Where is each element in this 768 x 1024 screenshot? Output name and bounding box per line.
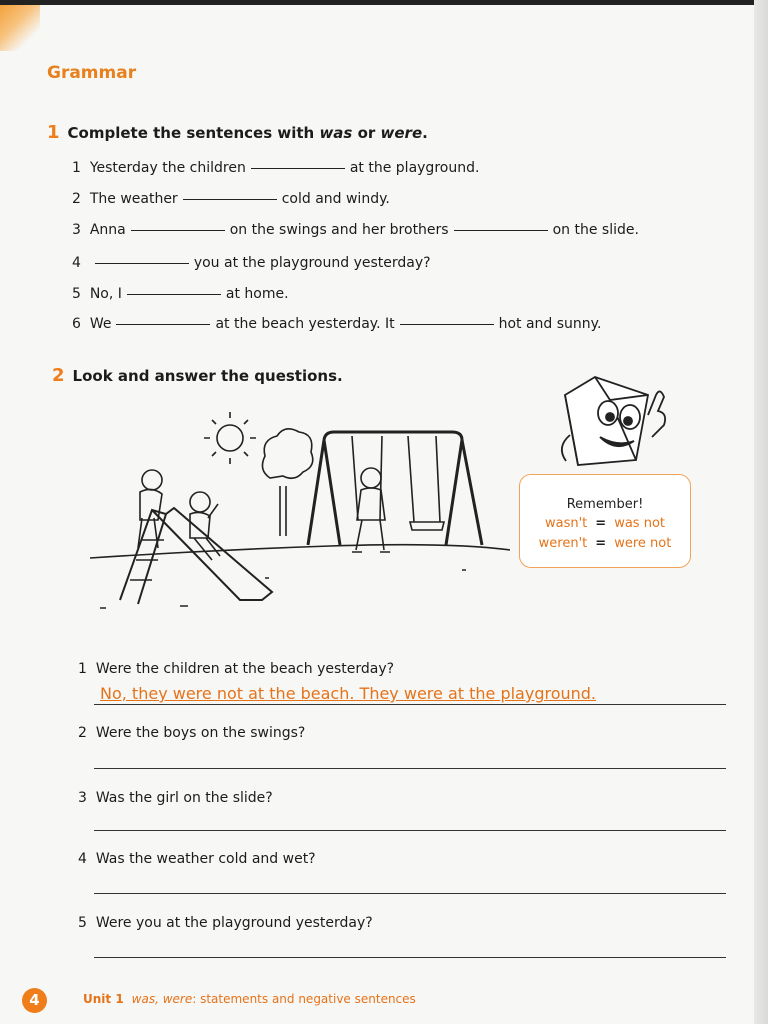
fill-blank[interactable]: [251, 167, 345, 169]
question-text: Were the boys on the swings?: [95, 725, 306, 741]
exercise-2-heading: [52, 365, 343, 386]
question-2: [78, 725, 305, 741]
page-top-edge: [0, 0, 768, 5]
instruction-end: .: [422, 124, 428, 142]
fill-blank[interactable]: [454, 229, 548, 231]
question-number: 3: [78, 790, 87, 806]
fill-blank[interactable]: [131, 229, 225, 231]
answer-line-3[interactable]: [94, 830, 726, 831]
exercise-2-instruction: Look and answer the questions.: [72, 367, 343, 385]
item-text: Yesterday the children: [89, 160, 246, 176]
corner-decoration: [0, 5, 40, 51]
question-4: [78, 851, 316, 867]
fill-blank[interactable]: [95, 262, 189, 264]
fill-blank[interactable]: [116, 323, 210, 325]
ex1-item-3: [72, 222, 639, 238]
fill-blank[interactable]: [400, 323, 494, 325]
ex1-item-6: [72, 316, 601, 332]
page-number: 4: [22, 988, 47, 1013]
item-text: at the beach yesterday. It: [215, 316, 395, 332]
question-text: Were you at the playground yesterday?: [95, 915, 373, 931]
example-answer: No, they were not at the beach. They were at the playground.: [100, 684, 597, 703]
remember-row-1: [520, 516, 690, 531]
instruction-or: or: [352, 124, 381, 142]
item-text: on the swings and her brothers: [229, 222, 449, 238]
ex1-item-1: [72, 160, 479, 176]
section-title: Grammar: [47, 63, 137, 83]
answer-line-2[interactable]: [94, 768, 726, 769]
answer-line-5[interactable]: [94, 957, 726, 958]
exercise-1-heading: [47, 122, 428, 143]
item-text: hot and sunny.: [498, 316, 602, 332]
item-text: No, I: [89, 286, 122, 302]
page-gutter: [754, 0, 768, 1024]
item-text: on the slide.: [552, 222, 639, 238]
item-text: The weather: [89, 191, 178, 207]
exercise-1-instruction: Complete the sentences with: [67, 124, 320, 142]
contraction: wasn't: [545, 516, 588, 531]
answer-line-4[interactable]: [94, 893, 726, 894]
question-number: 2: [78, 725, 87, 741]
full-form: were not: [614, 536, 672, 551]
playground-illustration: [90, 400, 510, 620]
equals-sign: =: [595, 536, 607, 551]
unit-label: Unit 1: [83, 992, 124, 1006]
topic-keywords: was, were: [131, 992, 193, 1006]
item-number: 5: [72, 286, 81, 302]
question-text: Was the girl on the slide?: [95, 790, 273, 806]
item-number: 4: [72, 255, 81, 271]
remember-box: [519, 474, 691, 568]
keyword-was: was: [319, 124, 353, 142]
fill-blank[interactable]: [127, 293, 221, 295]
ex1-item-4: [72, 255, 431, 271]
question-1: [78, 661, 394, 677]
item-number: 2: [72, 191, 81, 207]
item-text: at home.: [225, 286, 289, 302]
ex1-item-5: [72, 286, 289, 302]
ex1-item-2: [72, 191, 390, 207]
item-text: at the playground.: [349, 160, 480, 176]
answer-line-1[interactable]: [94, 704, 726, 705]
contraction: weren't: [538, 536, 588, 551]
question-text: Were the children at the beach yesterday?: [95, 661, 395, 677]
item-text: We: [89, 316, 112, 332]
item-number: 3: [72, 222, 81, 238]
remember-row-2: [520, 536, 690, 551]
item-text: Anna: [89, 222, 126, 238]
topic-description: : statements and negative sentences: [192, 992, 416, 1006]
item-number: 1: [72, 160, 81, 176]
question-number: 1: [78, 661, 87, 677]
exercise-1-number: 1: [47, 122, 60, 143]
remember-title: Remember!: [566, 497, 644, 512]
mascot-character: [540, 365, 690, 480]
item-text: cold and windy.: [281, 191, 390, 207]
question-number: 4: [78, 851, 87, 867]
question-5: [78, 915, 373, 931]
question-number: 5: [78, 915, 87, 931]
footer-text: [83, 992, 416, 1006]
question-text: Was the weather cold and wet?: [95, 851, 316, 867]
full-form: was not: [614, 516, 665, 531]
item-text: you at the playground yesterday?: [193, 255, 431, 271]
fill-blank[interactable]: [183, 198, 277, 200]
question-3: [78, 790, 273, 806]
item-number: 6: [72, 316, 81, 332]
equals-sign: =: [595, 516, 607, 531]
keyword-were: were: [380, 124, 423, 142]
exercise-2-number: 2: [52, 365, 65, 386]
